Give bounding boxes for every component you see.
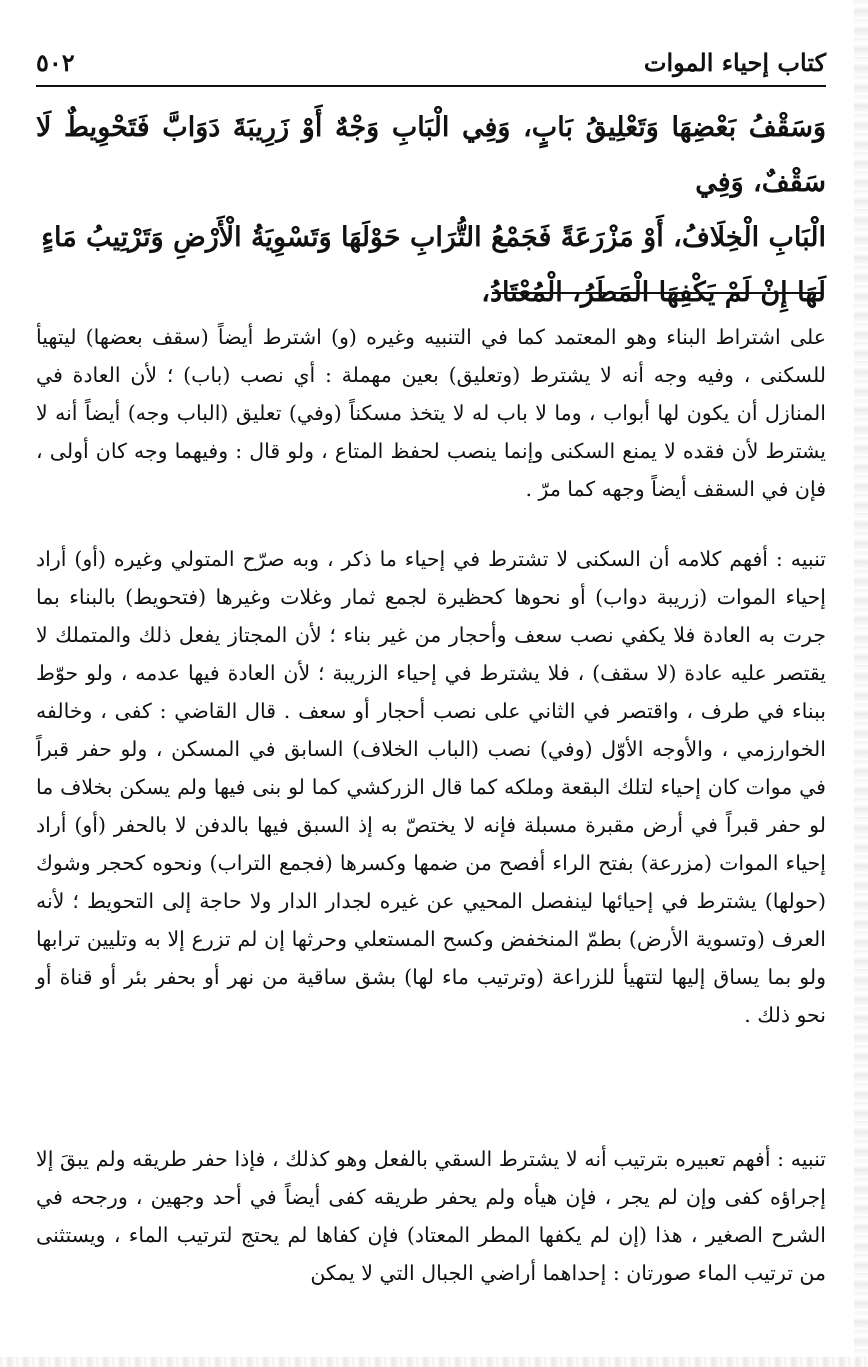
- matn-line: لَهَا إِنْ لَمْ يَكْفِهَا الْمَطَرُ، الْمُعْتَادُ،: [481, 277, 826, 308]
- header-rule: [36, 85, 826, 87]
- scan-bottom-noise: [0, 1357, 868, 1367]
- page-number: ٥٠٢: [36, 47, 75, 77]
- commentary-paragraph: تنبيه : أفهم تعبيره بترتيب أنه لا يشترط السقي بالفعل وهو كذلك ، فإذا حفر طريقه ولم يبقَ إلا إجراؤه كفى وإن لم يجر ، فإن هيأه ولم يحفر طريقه كفى أيضاً في أحد وجهين ، ورجحه في الشرح الصغير ، هذا (إن لم يكفها المطر المعتاد) فإن كفاها لم يحتج لترتيب الماء ، ويستثنى من ترتيب الماء صورتان : إحداهما أراضي الجبال التي لا يمكن: [36, 1147, 826, 1285]
- matn-text: [36, 100, 826, 320]
- matn-line: وَسَقْفُ بَعْضِهَا وَتَعْلِيقُ بَابٍ، وَفِي الْبَابِ وَجْهٌ أَوْ زَرِيبَةَ دَوَابَّ فَتَحْوِيطٌ لَا سَقْفٌ، وَفِي: [36, 112, 826, 198]
- commentary-paragraph: تنبيه : أفهم كلامه أن السكنى لا تشترط في إحياء ما ذكر ، وبه صرّح المتولي وغيره (أو) أراد إحياء الموات (زريبة دواب) أو نحوها كحظيرة لجمع ثمار وغلات وغيرها (فتحويط) بالبناء بما جرت به العادة فلا يكفي نصب سعف وأحجار من غير بناء ؛ لأن المجتاز يفعل ذلك والمتملك لا يقتصر عليه عادة (لا سقف) ، فلا يشترط في إحياء الزريبة ؛ لأن العادة فيها عدمه ، ولو حوّط ببناء في طرف ، واقتصر في الثاني على نصب أحجار أو سعف . قال القاضي : كفى ، وخالفه الخوارزمي ، والأوجه الأوّل (وفي) نصب (الباب الخلاف) السابق في المسكن ، ولو حفر قبراً في موات كان إحياء لتلك البقعة وملكه كما قال الزركشي كما لو بنى فيها ولم يسكن بخلاف ما لو حفر قبراً في أرض مقبرة مسبلة فإنه لا يختصّ به إذ السبق فيها بالدفن لا بالحفر (أو) أراد إحياء الموات (مزرعة) بفتح الراء أفصح من ضمها وكسرها (فجمع التراب) ونحوه كحجر وشوك (حولها) يشترط في إحيائها لينفصل المحيي عن غيره لجدار الدار ولا حاجة إلى التحويط ؛ لأنه العرف (وتسوية الأرض) بطمّ المنخفض وكسح المستعلي وحرثها إن لم تزرع إلا به وتليين ترابها ولو بما يساق إليها لتتهيأ للزراعة (وترتيب ماء لها) بشق ساقية من نهر أو بحفر بئر أو قناة أو نحو ذلك .: [36, 547, 826, 1027]
- matn-line: الْبَابِ الْخِلَافُ، أَوْ مَزْرَعَةً فَجَمْعُ التُّرَابِ حَوْلَهَا وَتَسْوِيَةُ الْأَرْضِ وَتَرْتِيبُ مَاءٍ: [41, 222, 826, 253]
- separator-rule: [492, 292, 822, 294]
- page-header: [36, 42, 826, 82]
- running-title: كتاب إحياء الموات: [643, 47, 826, 77]
- scan-edge-noise: [854, 0, 868, 1367]
- commentary-paragraph: على اشتراط البناء وهو المعتمد كما في التنبيه وغيره (و) اشترط أيضاً (سقف بعضها) ليتهيأ للسكنى ، وفيه وجه أنه لا يشترط (وتعليق) بعين مهملة : أي نصب (باب) ؛ لأن العادة في المنازل أن يكون لها أبواب ، وما لا باب له لا يتخذ مسكناً (وفي) تعليق (الباب وجه) أيضاً أنه لا يشترط لأن فقده لا يمنع السكنى وإنما ينصب لحفظ المتاع ، ولو قال : وفيهما وجه كان أولى ، فإن في السقف أيضاً وجهه كما مرّ .: [36, 325, 826, 501]
